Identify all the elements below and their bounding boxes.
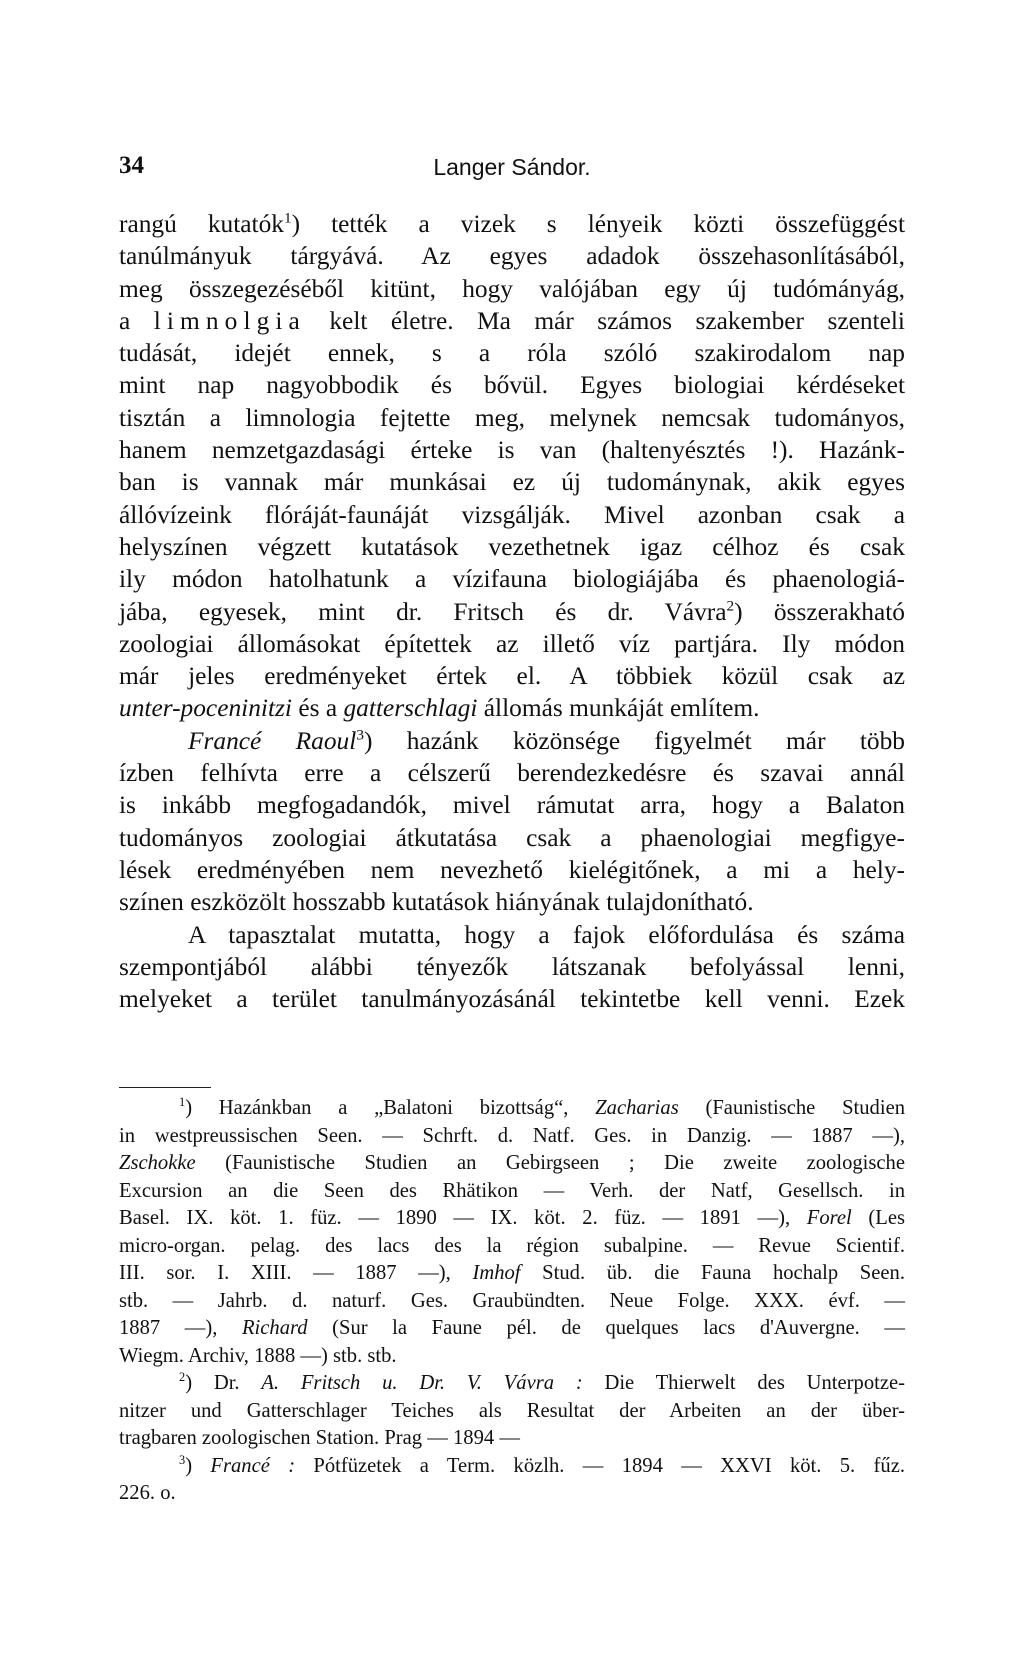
footnote-line: 1887 —), Richard (Sur la Faune pél. de quelques lacs d'Auvergne. —: [119, 1317, 905, 1339]
footnote-line: tragbaren zoologischen Station. Prag — 1894 —: [119, 1427, 520, 1449]
footnote-line: stb. — Jahrb. d. naturf. Ges. Graubündten. Neue Folge. XXX. évf. —: [119, 1289, 905, 1312]
text-line: meg összegezéséből kitünt, hogy valójában egy új tudómányág,: [119, 274, 905, 303]
text-line: is inkább megfogadandók, mivel rámutat arra, hogy a Balaton: [119, 791, 905, 820]
text-line: unter-poceninitzi és a gatterschlagi állomás munkáját említem.: [119, 694, 760, 723]
footnote-line: Wiegm. Archiv, 1888 —) stb. stb.: [119, 1344, 397, 1367]
running-title: Langer Sándor.: [433, 154, 591, 180]
text-line: tudását, idejét ennek, s a róla szóló szakirodalom nap: [119, 339, 905, 368]
text-line: ban is vannak már munkásai ez új tudománynak, akik egyes: [119, 468, 905, 497]
footnote-line: Excursion an die Seen des Rhätikon — Verh. der Natf, Gesellsch. in: [119, 1179, 905, 1202]
footnote-line: $^3$) Francé : Pótfüzetek a Term. közlh. — 1894 — XXVI köt. 5. fűz.: [179, 1452, 905, 1477]
text-line: lések eredményében nem nevezhető kielégitőnek, a mi a hely-: [119, 855, 905, 884]
text-line: tisztán a limnologia fejtette meg, melynek nemcsak tudományos,: [119, 403, 905, 432]
text-line: ily módon hatolhatunk a vízifauna biologiájába és phaenologiá-: [119, 565, 905, 594]
text-line: ízben felhívta erre a célszerű berendezkedésre és szavai annál: [119, 759, 905, 788]
footnote-line: $^1$) Hazánkban a „Balatoni bizottság“, Zacharias (Faunistische Studien: [179, 1095, 906, 1119]
main-text: [119, 208, 905, 1015]
text-line: tudományos zoologiai átkutatása csak a phaenologiai megfigye-: [119, 823, 905, 852]
text-line: Francé Raoul$^3$) hazánk közönsége figyelmét már több: [188, 726, 906, 755]
text-line: állóvízeink flóráját-faunáját vizsgálják. Mivel azonban csak a: [119, 500, 905, 529]
footnote-line: III. sor. I. XIII. — 1887 —), Imhof Stud. üb. die Fauna hochalp Seen.: [119, 1262, 905, 1284]
footnote-line: Zschokke (Faunistische Studien an Gebirgseen ; Die zweite zoologische: [119, 1152, 905, 1174]
text-line: színen eszközölt hosszabb kutatások hiányának tulajdonítható.: [119, 888, 754, 917]
footnote-line: 226. o.: [119, 1482, 176, 1504]
text-line: szempontjából alábbi tényezők látszanak befolyással lenni,: [119, 952, 905, 981]
text-line: már jeles eredményeket értek el. A többiek közül csak az: [119, 662, 905, 691]
page-header: [119, 152, 905, 182]
text-line: tanúlmányuk tárgyává. Az egyes adadok összehasonlításából,: [119, 242, 905, 271]
text-line: hanem nemzetgazdasági érteke is van (haltenyésztés !). Hazánk-: [119, 436, 905, 465]
footnote-line: $^2$) Dr. A. Fritsch u. Dr. V. Vávra : Die Thierwelt des Unterpotze-: [179, 1370, 905, 1394]
page-number: 34: [119, 152, 144, 179]
text-line: jába, egyesek, mint dr. Fritsch és dr. Vávra$^2$) összerakható: [119, 597, 905, 626]
footnote-line: Basel. IX. köt. 1. füz. — 1890 — IX. köt. 2. füz. — 1891 —), Forel (Les: [119, 1207, 905, 1229]
footnote-line: nitzer und Gatterschlager Teiches als Resultat der Arbeiten an der über-: [119, 1399, 905, 1422]
text-line: rangú kutatók$^1$) tették a vizek s lényeik közti összefüggést: [119, 209, 905, 238]
text-line: a limnolgia kelt életre. Ma már számos szakember szenteli: [119, 306, 905, 335]
footnote-line: in westpreussischen Seen. — Schrft. d. Natf. Ges. in Danzig. — 1887 —),: [119, 1124, 905, 1147]
text-line: zoologiai állomásokat építettek az illető víz partjára. Ily módon: [119, 629, 905, 658]
footnote-separator: [119, 1087, 211, 1088]
text-line: mint nap nagyobbodik és bővül. Egyes biologiai kérdéseket: [119, 371, 905, 400]
footnote-line: micro-organ. pelag. des lacs des la région subalpine. — Revue Scientif.: [119, 1234, 905, 1257]
text-line: melyeket a terület tanulmányozásánál tekintetbe kell venni. Ezek: [119, 985, 905, 1014]
text-line: A tapasztalat mutatta, hogy a fajok előfordulása és száma: [188, 920, 905, 949]
footnotes: [119, 1095, 905, 1508]
text-line: helyszínen végzett kutatások vezethetnek igaz célhoz és csak: [119, 532, 905, 561]
